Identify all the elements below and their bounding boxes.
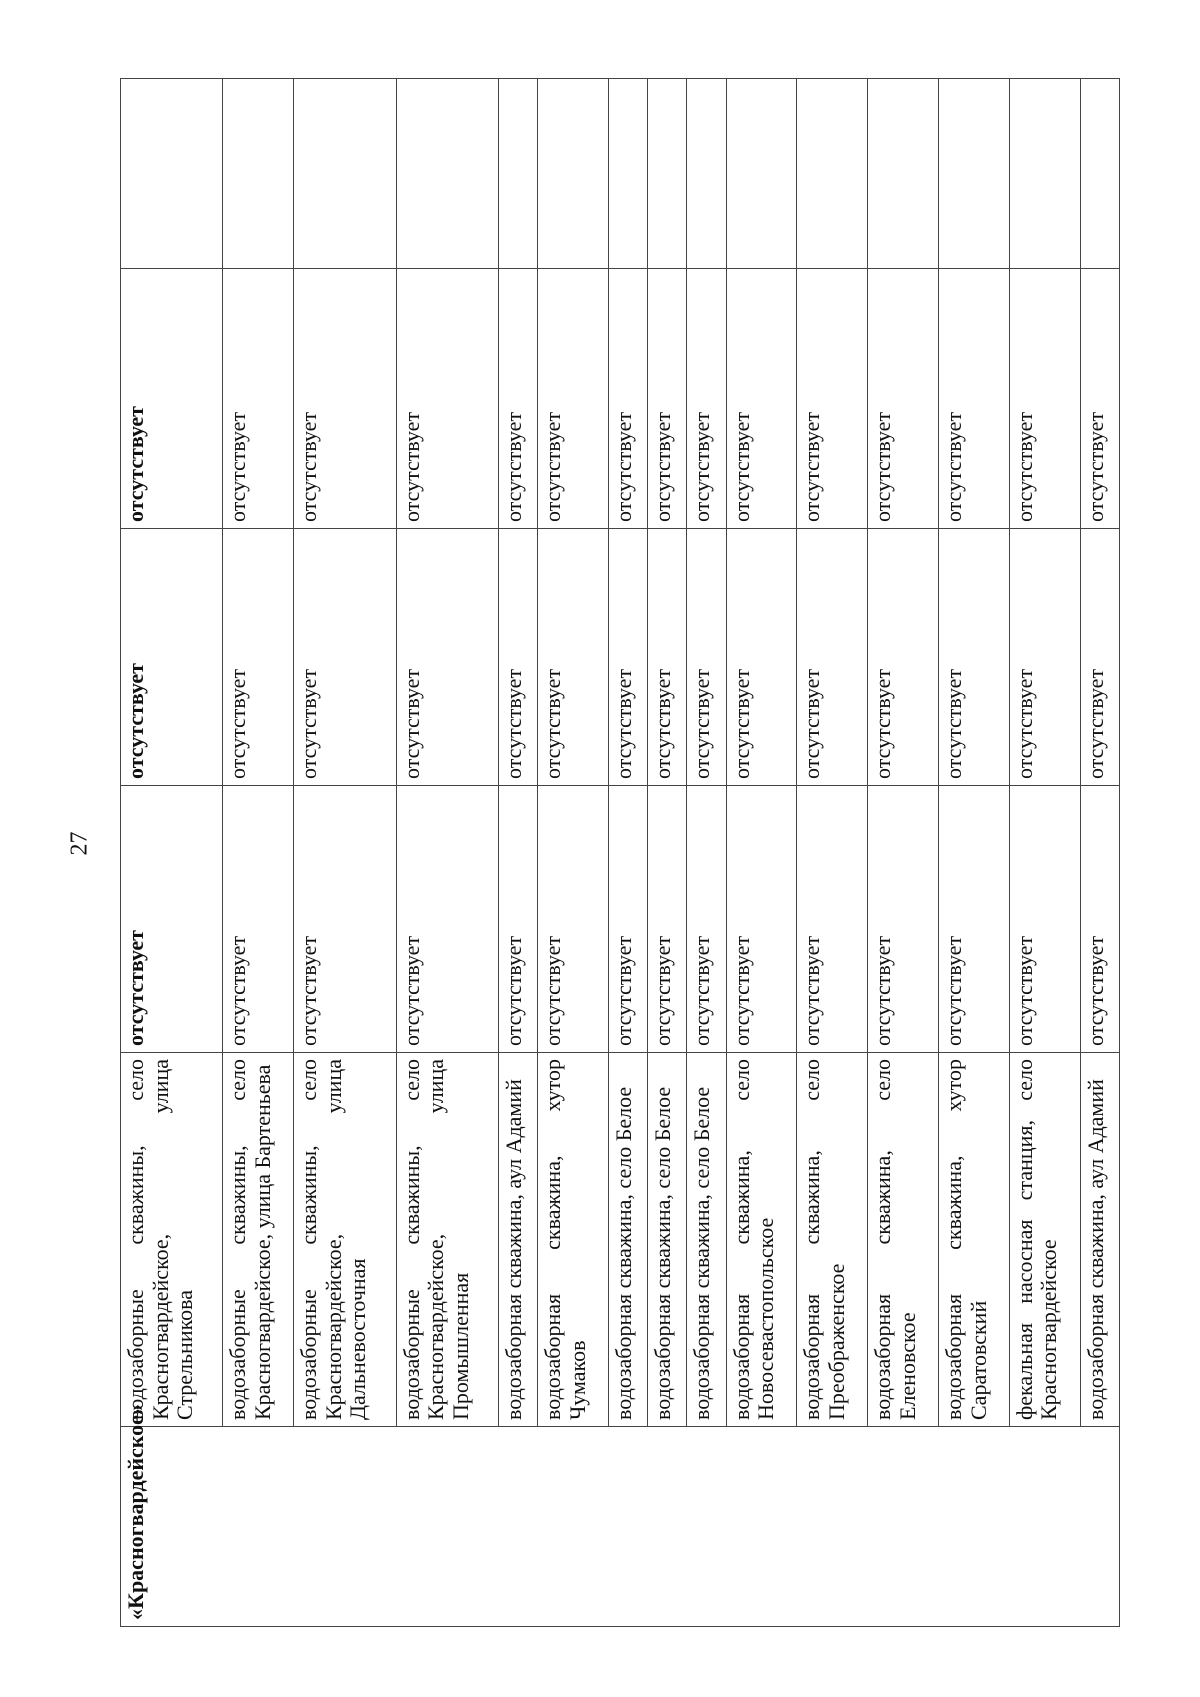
empty-cell [797,79,868,269]
value-cell: отсутствует [1080,529,1119,786]
empty-cell [396,79,498,269]
value-cell: отсутствует [868,786,939,1053]
empty-cell [121,79,223,269]
value-cell: отсутствует [648,786,687,1053]
empty-cell [608,79,647,269]
empty-cell [726,79,797,269]
table-row [648,79,687,1627]
municipality-cell: «Красногвардейское» [121,1427,1120,1627]
table-row [726,79,797,1627]
value-cell: отсутствует [726,786,797,1053]
value-cell: отсутствует [939,786,1010,1053]
table-row [538,79,609,1627]
empty-cell [223,79,294,269]
facility-description: водозаборная скважина, село Преображенское [797,1053,868,1427]
value-cell: отсутствует [294,786,396,1053]
value-cell: отсутствует [498,786,537,1053]
value-cell: отсутствует [868,269,939,529]
value-cell: отсутствует [608,529,647,786]
table-row [608,79,647,1627]
value-cell: отсутствует [648,269,687,529]
facility-description: водозаборные скважины, село Красногвардейское, улица Бартеньева [223,1053,294,1427]
table-row [121,79,223,1627]
table-row [868,79,939,1627]
value-cell: отсутствует [1009,786,1080,1053]
empty-cell [648,79,687,269]
table-row [223,79,294,1627]
empty-cell [939,79,1010,269]
value-cell: отсутствует [396,269,498,529]
facility-description: водозаборная скважина, село Белое [648,1053,687,1427]
empty-cell [294,79,396,269]
value-cell: отсутствует [797,529,868,786]
table-row [498,79,537,1627]
facility-description: водозаборная скважина, хутор Чумаков [538,1053,609,1427]
facility-description: водозаборная скважина, село Еленовское [868,1053,939,1427]
table-row [1080,79,1119,1627]
facility-description: водозаборная скважина, хутор Саратовский [939,1053,1010,1427]
value-cell: отсутствует [294,529,396,786]
value-cell: отсутствует [726,269,797,529]
empty-cell [498,79,537,269]
value-cell: отсутствует [797,786,868,1053]
table-row [797,79,868,1627]
facility-description: водозаборная скважина, село Белое [608,1053,647,1427]
value-cell: отсутствует [1080,269,1119,529]
value-cell: отсутствует [294,269,396,529]
empty-cell [538,79,609,269]
value-cell: отсутствует [538,529,609,786]
table-row [1009,79,1080,1627]
value-cell: отсутствует [396,786,498,1053]
empty-cell [868,79,939,269]
page-number: 27 [66,831,93,856]
value-cell: отсутствует [121,786,223,1053]
table-row [939,79,1010,1627]
value-cell: отсутствует [687,529,726,786]
value-cell: отсутствует [726,529,797,786]
value-cell: отсутствует [868,529,939,786]
value-cell: отсутствует [1080,786,1119,1053]
facility-description: водозаборная скважина, аул Адамий [1080,1053,1119,1427]
table-row [687,79,726,1627]
table-row [396,79,498,1627]
value-cell: отсутствует [223,529,294,786]
empty-cell [1009,79,1080,269]
facility-description: водозаборная скважина, аул Адамий [498,1053,537,1427]
value-cell: отсутствует [648,529,687,786]
value-cell: отсутствует [538,786,609,1053]
value-cell: отсутствует [687,269,726,529]
value-cell: отсутствует [396,529,498,786]
value-cell: отсутствует [223,786,294,1053]
value-cell: отсутствует [1009,269,1080,529]
empty-cell [1080,79,1119,269]
value-cell: отсутствует [121,529,223,786]
facility-description: фекальная насосная станция, село Красногвардейское [1009,1053,1080,1427]
table-row [294,79,396,1627]
facility-description: водозаборные скважины, село Красногвардейское, улица Стрельникова [121,1053,223,1427]
facility-description: водозаборные скважины, село Красногвардейское, улица Промышленная [396,1053,498,1427]
rotated-table-container [120,79,1120,1627]
value-cell: отсутствует [797,269,868,529]
value-cell: отсутствует [223,269,294,529]
facility-description: водозаборные скважины, село Красногвардейское, улица Дальневосточная [294,1053,396,1427]
value-cell: отсутствует [498,529,537,786]
value-cell: отсутствует [608,786,647,1053]
value-cell: отсутствует [687,786,726,1053]
empty-cell [687,79,726,269]
value-cell: отсутствует [121,269,223,529]
facilities-table [120,78,1120,1627]
value-cell: отсутствует [939,529,1010,786]
value-cell: отсутствует [498,269,537,529]
value-cell: отсутствует [538,269,609,529]
facility-description: водозаборная скважина, село Новосевастопольское [726,1053,797,1427]
value-cell: отсутствует [1009,529,1080,786]
value-cell: отсутствует [608,269,647,529]
value-cell: отсутствует [939,269,1010,529]
facility-description: водозаборная скважина, село Белое [687,1053,726,1427]
